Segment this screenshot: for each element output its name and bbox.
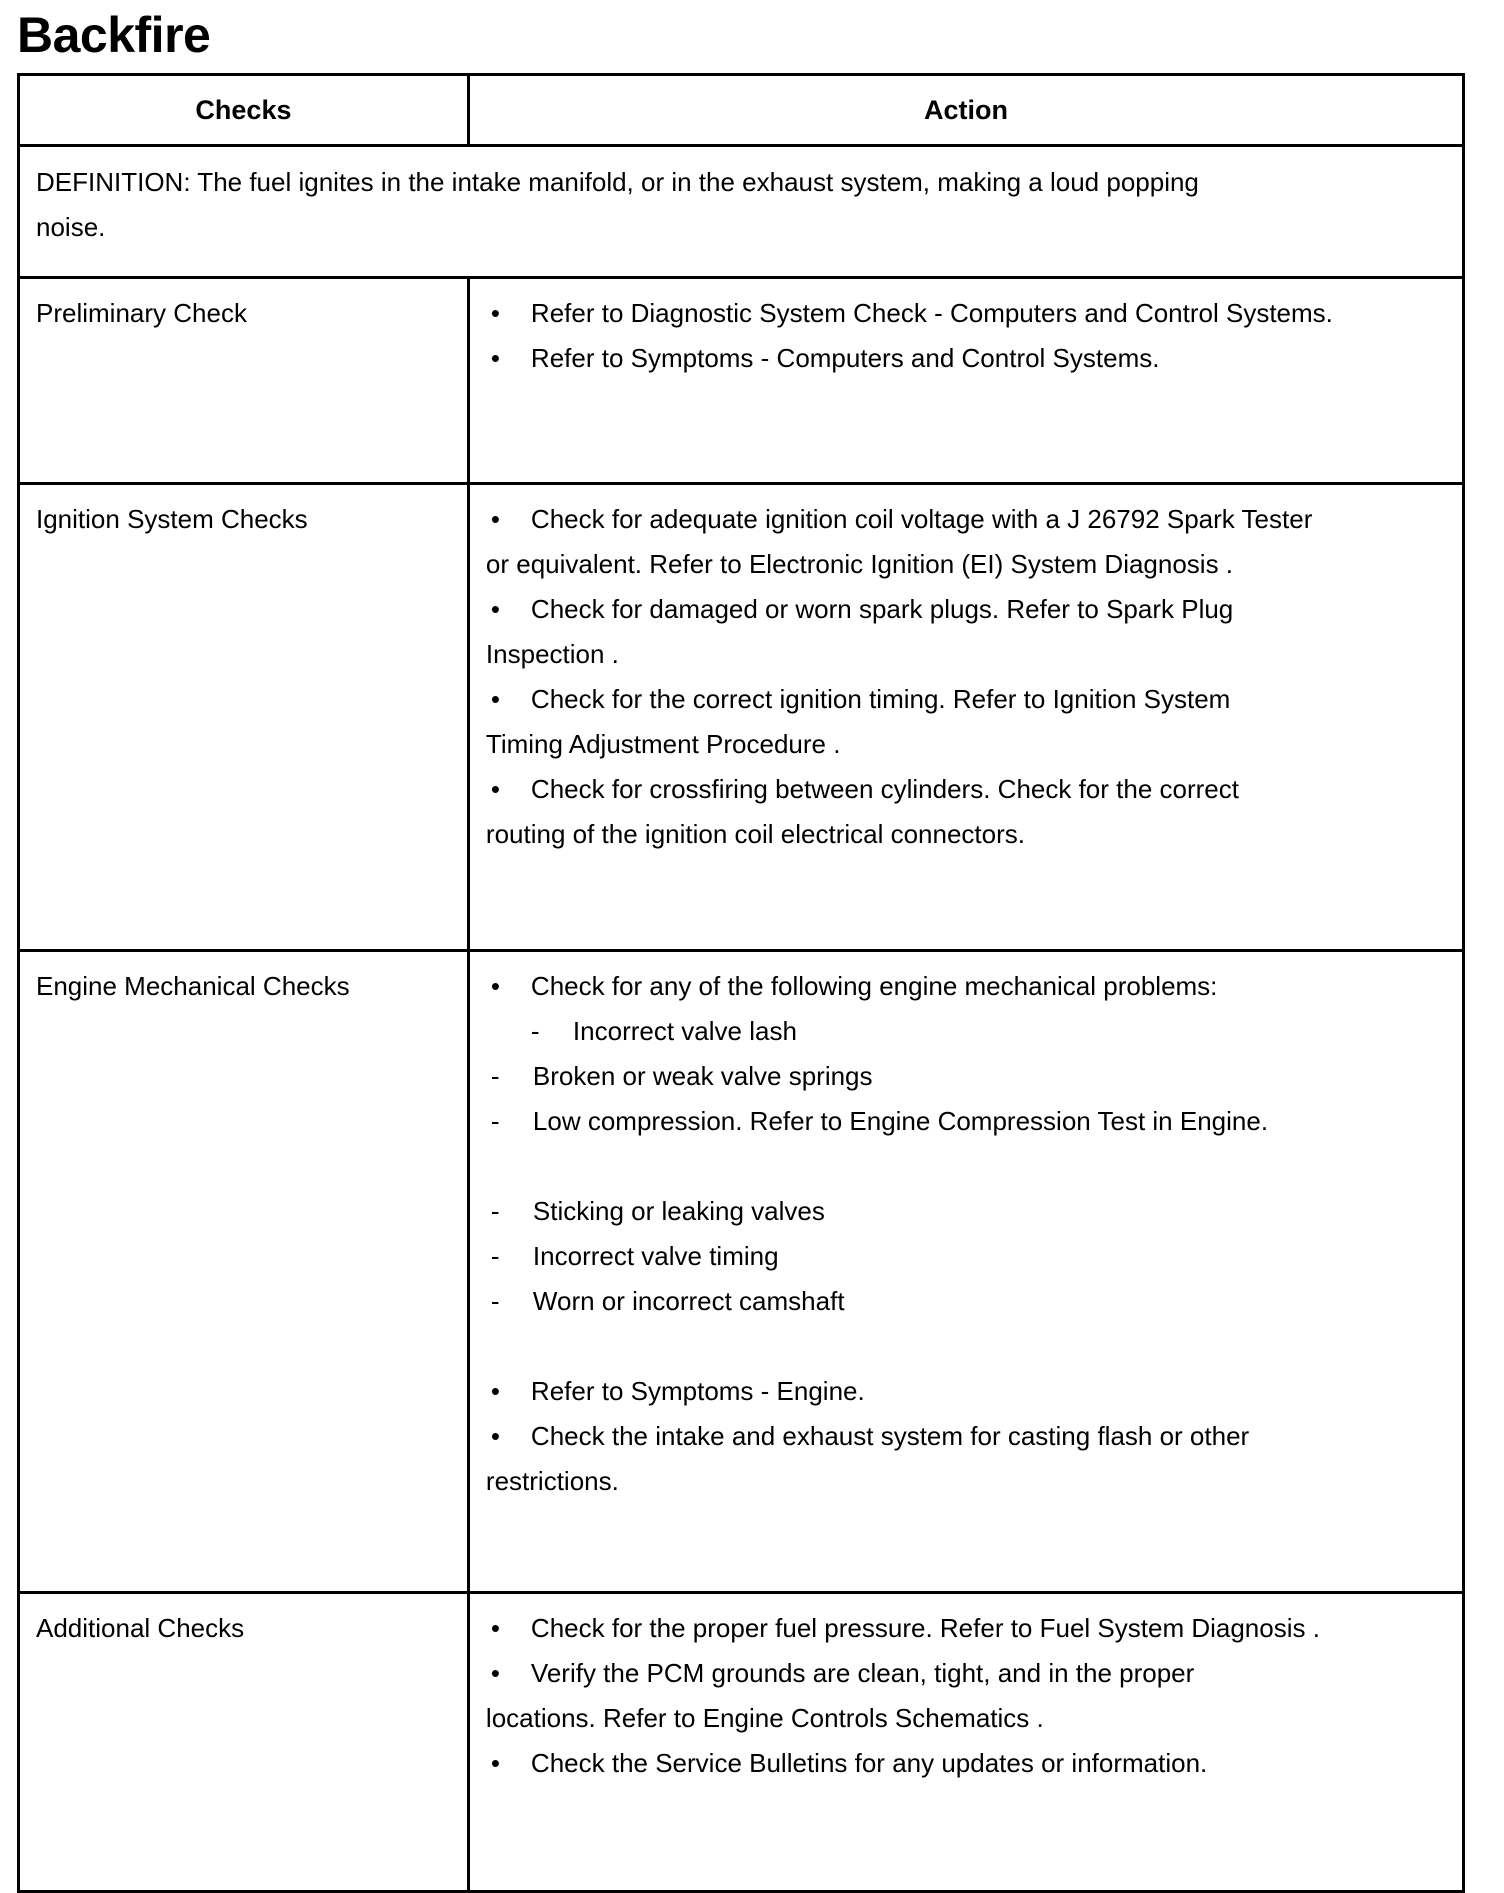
table-row <box>19 484 1464 951</box>
sub-list-item: - Low compression. Refer to Engine Compression Test in Engine. <box>490 1106 1269 1136</box>
list-item-cont: or equivalent. Refer to Electronic Ignition (EI) System Diagnosis . <box>485 549 1234 579</box>
list-item-cont: restrictions. <box>485 1466 619 1496</box>
header-action: Action <box>468 75 1463 146</box>
action-cell <box>468 278 1463 484</box>
definition-cell <box>19 146 1464 278</box>
action-cell <box>468 484 1463 951</box>
list-item: • Refer to Symptoms - Computers and Control Systems. <box>490 343 1160 373</box>
definition-row <box>19 146 1464 278</box>
check-name: Preliminary Check <box>19 278 469 484</box>
list-item: • Check for the proper fuel pressure. Refer to Fuel System Diagnosis . <box>490 1613 1320 1643</box>
table-row <box>19 951 1464 1593</box>
table-row <box>19 278 1464 484</box>
definition-text: DEFINITION: The fuel ignites in the intake manifold, or in the exhaust system, making a loud popping <box>36 167 1199 197</box>
list-item: • Check for the correct ignition timing. Refer to Ignition System <box>490 684 1231 714</box>
list-item-cont: routing of the ignition coil electrical connectors. <box>485 819 1025 849</box>
list-item-cont: locations. Refer to Engine Controls Schematics . <box>485 1703 1044 1733</box>
list-item: • Check the intake and exhaust system for casting flash or other <box>490 1421 1250 1451</box>
header-checks: Checks <box>19 75 469 146</box>
list-item: • Check for adequate ignition coil voltage with a J 26792 Spark Tester <box>490 504 1313 534</box>
action-cell <box>468 951 1463 1593</box>
sub-list-item: - Sticking or leaking valves <box>490 1196 825 1226</box>
list-item: • Check for crossfiring between cylinders. Check for the correct <box>490 774 1239 804</box>
list-item-cont: Timing Adjustment Procedure . <box>485 729 841 759</box>
check-name: Additional Checks <box>19 1593 469 1892</box>
list-item: • Check for any of the following engine mechanical problems: <box>490 971 1218 1001</box>
page-title: Backfire <box>17 7 211 63</box>
list-item: • Refer to Symptoms - Engine. <box>490 1376 865 1406</box>
spacer <box>486 1144 1446 1189</box>
list-item: • Check for damaged or worn spark plugs. Refer to Spark Plug <box>490 594 1234 624</box>
check-name: Engine Mechanical Checks <box>19 951 469 1593</box>
header-row <box>19 75 1464 146</box>
sub-list-item: - Incorrect valve lash <box>530 1016 797 1046</box>
sub-list-item: - Incorrect valve timing <box>490 1241 779 1271</box>
spacer <box>486 1324 1446 1369</box>
list-item: • Verify the PCM grounds are clean, tight, and in the proper <box>490 1658 1195 1688</box>
sub-list-item: - Worn or incorrect camshaft <box>490 1286 845 1316</box>
list-item-cont: Inspection . <box>485 639 619 669</box>
table-row <box>19 1593 1464 1892</box>
list-item: • Refer to Diagnostic System Check - Computers and Control Systems. <box>490 298 1333 328</box>
sub-list-item: - Broken or weak valve springs <box>490 1061 873 1091</box>
backfire-table <box>17 73 1465 1893</box>
list-item: • Check the Service Bulletins for any updates or information. <box>490 1748 1208 1778</box>
check-name: Ignition System Checks <box>19 484 469 951</box>
action-cell <box>468 1593 1463 1892</box>
definition-text-cont: noise. <box>36 212 106 242</box>
